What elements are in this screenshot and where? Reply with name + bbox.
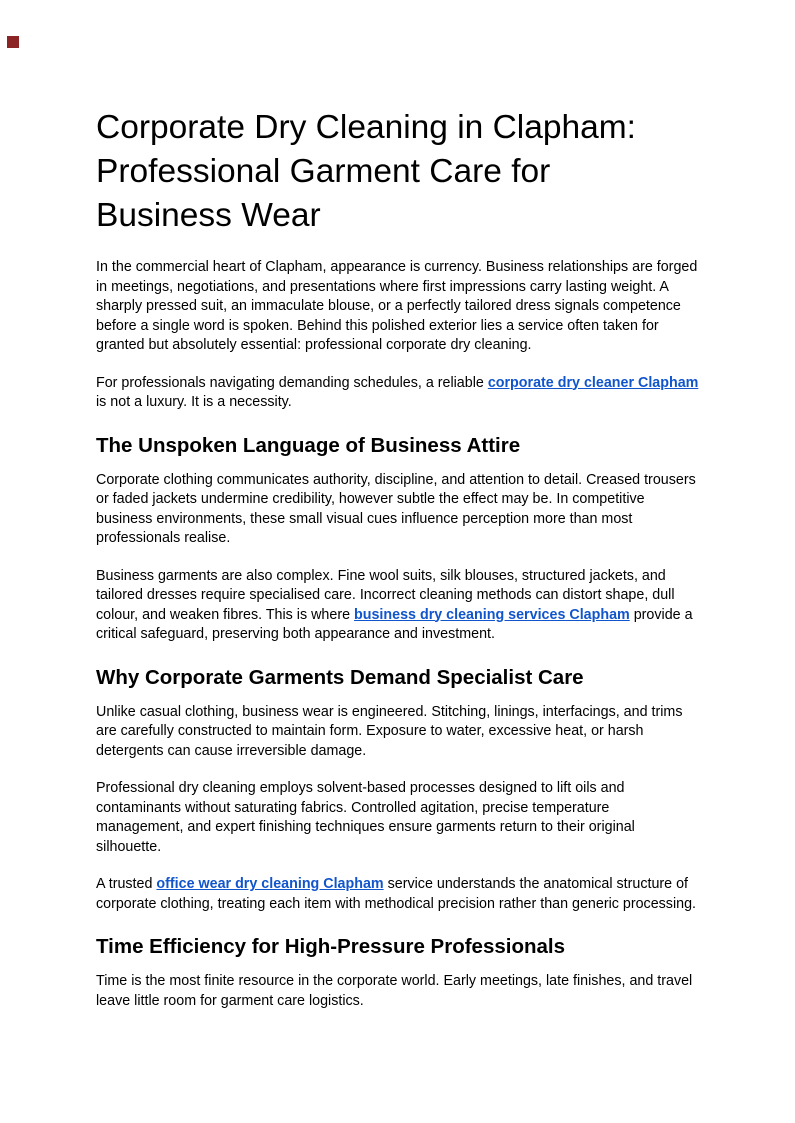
text-segment: For professionals navigating demanding schedules, a reliable (96, 374, 488, 391)
page-corner-marker (7, 36, 19, 48)
paragraph-necessity (96, 374, 699, 413)
paragraph-corporate-clothing: Corporate clothing communicates authority, discipline, and attention to detail. Creased trousers or faded jackets undermine credibility, however subtle the effect may be. In competitive business environments, these small visual cues influence perception more than most professionals realise. (96, 471, 696, 546)
link-business-dry-cleaning-services-clapham[interactable]: business dry cleaning services Clapham (354, 606, 630, 623)
paragraph-trusted-service (96, 875, 699, 914)
paragraph-time-finite: Time is the most finite resource in the corporate world. Early meetings, late finishes, and travel leave little room for garment care logistics. (96, 973, 693, 1009)
paragraph-garment-complexity (96, 567, 699, 645)
link-office-wear-dry-cleaning-clapham[interactable]: office wear dry cleaning Clapham (156, 876, 384, 892)
document-title-line: Business Wear (96, 197, 321, 234)
heading-specialist-care: Why Corporate Garments Demand Specialist Care (96, 665, 584, 689)
text-segment: service understands the anatomical structure of corporate clothing, treating each item with methodical precision rather than generic processing. (96, 876, 696, 912)
heading-unspoken-language: The Unspoken Language of Business Attire (96, 433, 521, 457)
paragraph-engineered-wear: Unlike casual clothing, business wear is engineered. Stitching, linings, interfacings, and trims are carefully constructed to maintain form. Exposure to water, excessive heat, or harsh detergents can cause irreversible damage. (96, 703, 683, 759)
paragraph-intro: In the commercial heart of Clapham, appearance is currency. Business relationships are forged in meetings, negotiations, and presentations where first impressions carry lasting weight. A sharply pressed suit, an immaculate blouse, or a perfectly tailored dress signals competence before a single word is spoken. Behind this polished exterior lies a service often taken for granted but absolutely essential: professional corporate dry cleaning. (96, 259, 698, 353)
document-title-line: Professional Garment Care for (96, 153, 551, 190)
text-segment: A trusted (96, 876, 157, 892)
heading-time-efficiency: Time Efficiency for High-Pressure Professionals (96, 935, 565, 958)
paragraph-solvent-processes: Professional dry cleaning employs solvent-based processes designed to lift oils and contaminants without saturating fabrics. Controlled agitation, precise temperature management, and expert finishing techniques ensure garments return to their original silhouette. (96, 780, 635, 855)
text-segment: is not a luxury. It is a necessity. (96, 394, 292, 410)
document-title (96, 106, 699, 238)
text-segment: Business garments are also complex. Fine wool suits, silk blouses, structured jackets, and tailored dresses require specialised care. Incorrect cleaning methods can distort shape, dull colour, and weaken fibres. This is where (96, 567, 675, 623)
link-corporate-dry-cleaner-clapham[interactable]: corporate dry cleaner Clapham (487, 374, 699, 391)
document-title-line: Corporate Dry Cleaning in Clapham: (96, 109, 636, 146)
text-segment: provide a critical safeguard, preserving both appearance and investment. (96, 606, 693, 642)
